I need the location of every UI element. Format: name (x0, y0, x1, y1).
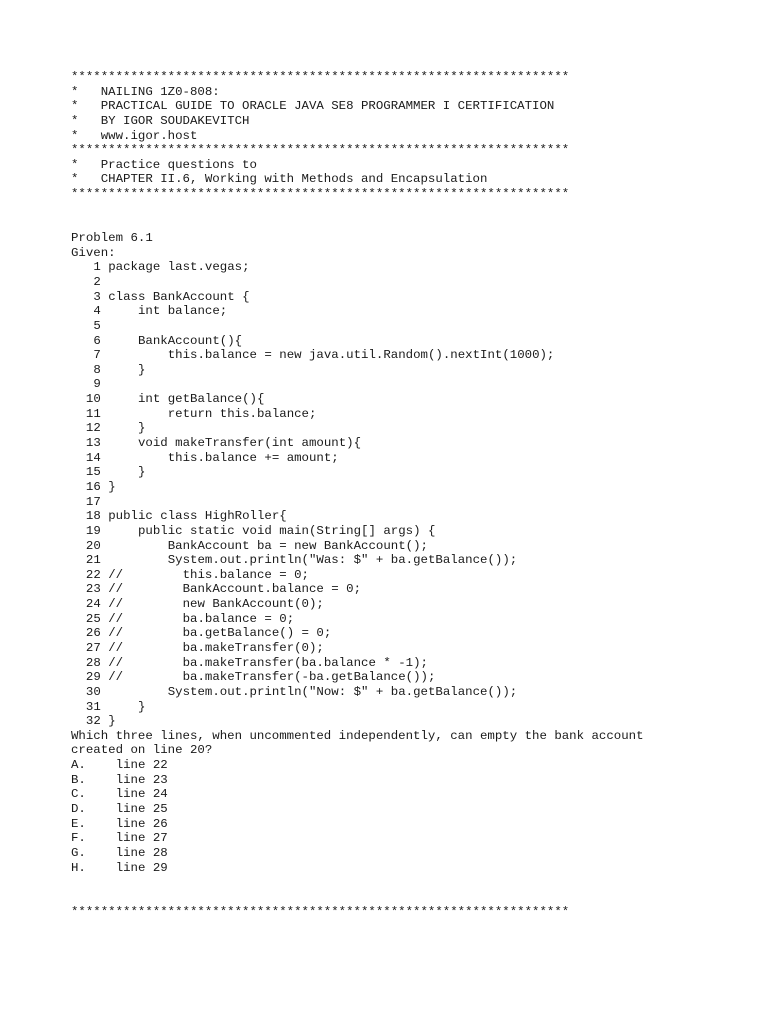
answer-option (71, 861, 761, 876)
code-line (71, 421, 761, 436)
code-line-text: // ba.makeTransfer(0); (108, 640, 324, 655)
code-line (71, 260, 761, 275)
header-line-title: * PRACTICAL GUIDE TO ORACLE JAVA SE8 PROGRAMMER I CERTIFICATION (71, 99, 555, 114)
code-line (71, 451, 761, 466)
code-line-number: 23 (85, 582, 101, 597)
code-line-number: 8 (93, 362, 101, 377)
answer-option-text: line 28 (115, 845, 168, 860)
code-line-text: BankAccount ba = new BankAccount(); (108, 538, 428, 553)
code-line-text: System.out.println("Now: $" + ba.getBalance()); (108, 684, 518, 699)
code-line (71, 480, 761, 495)
answer-option (71, 787, 761, 802)
code-line-number: 16 (85, 479, 101, 494)
code-line-text: } (108, 362, 146, 377)
code-line-text: // ba.makeTransfer(-ba.getBalance()); (108, 670, 436, 685)
code-line (71, 407, 761, 422)
code-line (71, 465, 761, 480)
code-line-number: 6 (93, 333, 101, 348)
problem-given: Given: (71, 245, 116, 260)
problem-title: Problem 6.1 (71, 231, 153, 246)
code-line-number: 14 (85, 450, 101, 465)
code-line-text: int balance; (108, 304, 228, 319)
code-line (71, 582, 761, 597)
answer-option (71, 802, 761, 817)
code-line-number: 17 (85, 494, 101, 509)
code-line-text: } (108, 714, 116, 729)
code-line-text: package last.vegas; (108, 260, 250, 275)
answer-option-letter: F. (71, 831, 86, 846)
answer-option (71, 773, 761, 788)
answer-option-letter: E. (71, 816, 86, 831)
code-line-text: this.balance += amount; (108, 450, 339, 465)
code-line-number: 5 (93, 318, 101, 333)
code-line-text: } (108, 421, 146, 436)
code-line-text: return this.balance; (108, 406, 317, 421)
code-line (71, 524, 761, 539)
answer-option-letter: H. (71, 860, 86, 875)
code-line-text: public static void main(String[] args) { (108, 523, 436, 538)
code-line-number: 1 (93, 260, 101, 275)
code-line-number: 22 (85, 567, 101, 582)
answer-option-text: line 25 (115, 802, 168, 817)
code-line-text: // new BankAccount(0); (108, 597, 324, 612)
code-line (71, 392, 761, 407)
code-line-text: class BankAccount { (108, 289, 250, 304)
answer-option-letter: A. (71, 758, 86, 773)
code-line (71, 377, 761, 392)
code-line-number: 30 (85, 684, 101, 699)
code-line-number: 24 (85, 597, 101, 612)
code-line-number: 19 (85, 523, 101, 538)
code-line (71, 334, 761, 349)
answer-option-letter: G. (71, 845, 86, 860)
code-line (71, 656, 761, 671)
answer-option-text: line 23 (115, 772, 168, 787)
code-line-text: } (108, 699, 146, 714)
code-line-number: 2 (93, 274, 101, 289)
code-line-text: // ba.getBalance() = 0; (108, 626, 332, 641)
code-line-text: } (108, 479, 116, 494)
code-line-number: 9 (93, 377, 101, 392)
code-line-text: // BankAccount.balance = 0; (108, 582, 362, 597)
question-line: created on line 20? (71, 743, 213, 758)
footer-rule: ******************************************************************* (71, 904, 570, 919)
header-rule-middle: ******************************************************************* (71, 143, 570, 158)
answer-option-text: line 26 (115, 816, 168, 831)
code-line-number: 31 (85, 699, 101, 714)
header-line-author: * BY IGOR SOUDAKEVITCH (71, 113, 250, 128)
code-line-number: 13 (85, 436, 101, 451)
code-line-number: 7 (93, 348, 101, 363)
code-line (71, 363, 761, 378)
code-line-number: 28 (85, 655, 101, 670)
code-line-text: } (108, 465, 146, 480)
spacer (71, 216, 761, 231)
answer-option (71, 758, 761, 773)
code-line (71, 612, 761, 627)
answer-option-text: line 22 (115, 758, 168, 773)
code-line-text: BankAccount(){ (108, 333, 243, 348)
code-line (71, 685, 761, 700)
code-line-number: 18 (85, 509, 101, 524)
answer-option (71, 846, 761, 861)
code-line (71, 641, 761, 656)
header-rule-bottom: ******************************************************************* (71, 187, 570, 202)
code-line-number: 15 (85, 465, 101, 480)
code-line (71, 509, 761, 524)
code-line-number: 25 (85, 611, 101, 626)
code-line (71, 597, 761, 612)
header-chapter-line: * CHAPTER II.6, Working with Methods and Encapsulation (71, 172, 488, 187)
code-line-number: 29 (85, 670, 101, 685)
code-line (71, 348, 761, 363)
code-line-text: void makeTransfer(int amount){ (108, 436, 362, 451)
code-line-number: 3 (93, 289, 101, 304)
code-line (71, 436, 761, 451)
code-line-text: public class HighRoller{ (108, 509, 287, 524)
code-line (71, 714, 761, 729)
code-line-number: 21 (85, 553, 101, 568)
code-line-text: int getBalance(){ (108, 392, 265, 407)
header-rule-top: ******************************************************************* (71, 70, 570, 84)
code-line-text: // this.balance = 0; (108, 567, 309, 582)
question-line: Which three lines, when uncommented independently, can empty the bank account (71, 728, 644, 743)
code-line (71, 290, 761, 305)
code-line (71, 319, 761, 334)
answer-option (71, 817, 761, 832)
answer-option-letter: D. (71, 802, 86, 817)
code-line (71, 626, 761, 641)
code-line-text: System.out.println("Was: $" + ba.getBalance()); (108, 553, 518, 568)
answer-option-letter: B. (71, 772, 86, 787)
code-line-number: 10 (85, 392, 101, 407)
spacer (71, 202, 761, 217)
header-subtitle-line: * Practice questions to (71, 157, 257, 172)
code-line (71, 539, 761, 554)
code-listing (71, 260, 761, 729)
answer-option-text: line 24 (115, 787, 168, 802)
answer-options (71, 758, 761, 875)
code-line (71, 670, 761, 685)
code-line (71, 553, 761, 568)
code-line-number: 11 (85, 406, 101, 421)
code-line-number: 20 (85, 538, 101, 553)
answer-option (71, 831, 761, 846)
code-line-text: this.balance = new java.util.Random().nextInt(1000); (108, 348, 555, 363)
code-line (71, 700, 761, 715)
code-line (71, 568, 761, 583)
code-line-number: 26 (85, 626, 101, 641)
spacer (71, 875, 761, 890)
answer-option-text: line 27 (115, 831, 168, 846)
answer-option-text: line 29 (115, 860, 168, 875)
header-line-exam: * NAILING 1Z0-808: (71, 84, 220, 99)
code-line-number: 4 (93, 304, 101, 319)
code-line-text: // ba.makeTransfer(ba.balance * -1); (108, 655, 428, 670)
code-line-text: // ba.balance = 0; (108, 611, 295, 626)
code-line (71, 304, 761, 319)
document-page (71, 70, 761, 919)
code-line-number: 27 (85, 640, 101, 655)
code-line (71, 275, 761, 290)
header-block (71, 70, 761, 202)
code-line (71, 495, 761, 510)
code-line-number: 32 (85, 714, 101, 729)
code-line-number: 12 (85, 421, 101, 436)
problem-block (71, 231, 761, 875)
header-line-website: * www.igor.host (71, 128, 198, 143)
answer-option-letter: C. (71, 787, 86, 802)
spacer (71, 890, 761, 905)
